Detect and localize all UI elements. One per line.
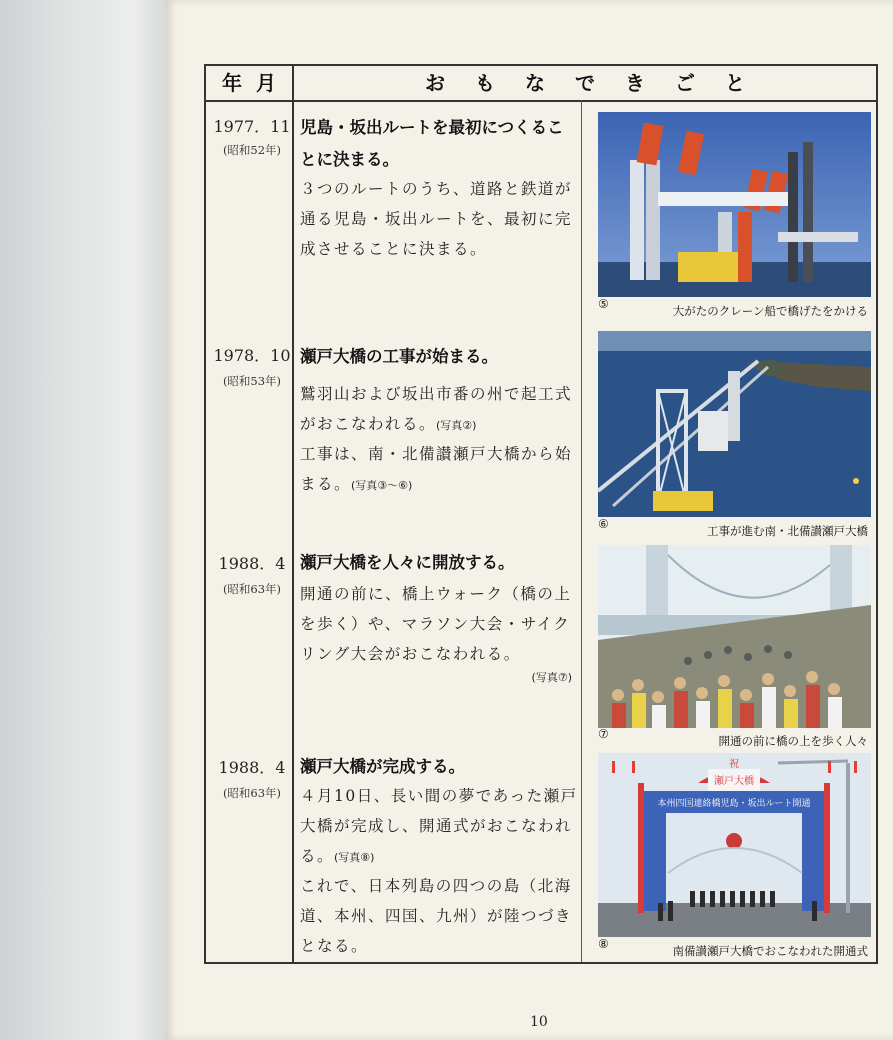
page-number: 10: [530, 1014, 548, 1030]
photo-reference: (写真⑧): [334, 851, 375, 864]
photo-opening-ceremony: [598, 753, 871, 937]
row-year: 1978．10: [213, 346, 291, 365]
row-body-text: 鷲羽山および坂出市番の州で起工式がおこなわれる。: [300, 385, 573, 433]
row-title: 瀬戸大橋の工事が始まる。: [300, 347, 498, 366]
photo-number: ⑧: [598, 937, 609, 951]
photo-caption: 南備讃瀬戸大橋でおこなわれた開通式: [672, 944, 868, 958]
photo-caption: 開通の前に橋の上を歩く人々: [718, 734, 868, 748]
row-title: 瀬戸大橋を人々に開放する。: [300, 553, 515, 572]
events-table: [204, 64, 878, 964]
table-row: [206, 106, 876, 321]
photo-bridge-walk: [598, 545, 871, 728]
row-body-text: ４月10日、長い間の夢であった瀬戸大橋が完成し、開通式がおこなわれる。: [300, 787, 578, 865]
header-events: おもなできごと: [425, 71, 775, 95]
photo-caption: 大がたのクレーン船で橋げたをかける: [672, 304, 868, 318]
photo-number: ⑤: [598, 297, 609, 311]
row-body: [300, 781, 582, 873]
photo-reference: (写真②): [436, 419, 477, 432]
row-year: 1988．4: [218, 758, 286, 777]
photo-reference: (写真⑦): [531, 671, 572, 684]
row-year: 1977．11: [213, 117, 291, 136]
photo-caption: 工事が進む南・北備讃瀬戸大橋: [707, 524, 868, 538]
row-era: (昭和63年): [222, 786, 282, 800]
row-body: 開通の前に、橋上ウォーク（橋の上を歩く）や、マラソン大会・サイクリング大会がおこなわれる。: [300, 585, 572, 663]
row-body: これで、日本列島の四つの島（北海道、本州、四国、九州）が陸つづきとなる。: [300, 877, 573, 955]
photo-bridge-construction: [598, 331, 871, 517]
scan-left-margin: [0, 0, 165, 1040]
row-title: 瀬戸大橋が完成する。: [300, 757, 465, 776]
row-body: [300, 439, 582, 501]
header-date: 年月: [206, 66, 294, 100]
row-title: 児島・坂出ルートを最初につくることに決まる。: [300, 118, 564, 169]
row-year: 1988．4: [218, 554, 286, 573]
sign-top-text: 祝: [729, 759, 739, 770]
table-header: [206, 66, 876, 102]
photo-crane-ship: [598, 112, 871, 297]
row-era: (昭和52年): [222, 143, 282, 157]
sign-name-text: 瀬戸大橋: [714, 776, 754, 787]
table-row: [206, 541, 876, 751]
row-body-text: 工事は、南・北備讃瀬戸大橋から始まる。: [300, 445, 573, 493]
row-body: [300, 379, 582, 441]
photo-number: ⑥: [598, 517, 609, 531]
sign-banner-text: 本州四国連絡橋児島・坂出ルート開通: [657, 799, 811, 809]
row-body: ３つのルートのうち、道路と鉄道が通る児島・坂出ルートを、最初に完成させることに決まる。: [300, 180, 573, 258]
row-era: (昭和53年): [222, 374, 282, 388]
table-row: [206, 751, 876, 963]
table-row: [206, 321, 876, 541]
photo-number: ⑦: [598, 727, 609, 741]
row-era: (昭和63年): [222, 582, 282, 596]
photo-reference: (写真③～⑥): [351, 479, 413, 492]
